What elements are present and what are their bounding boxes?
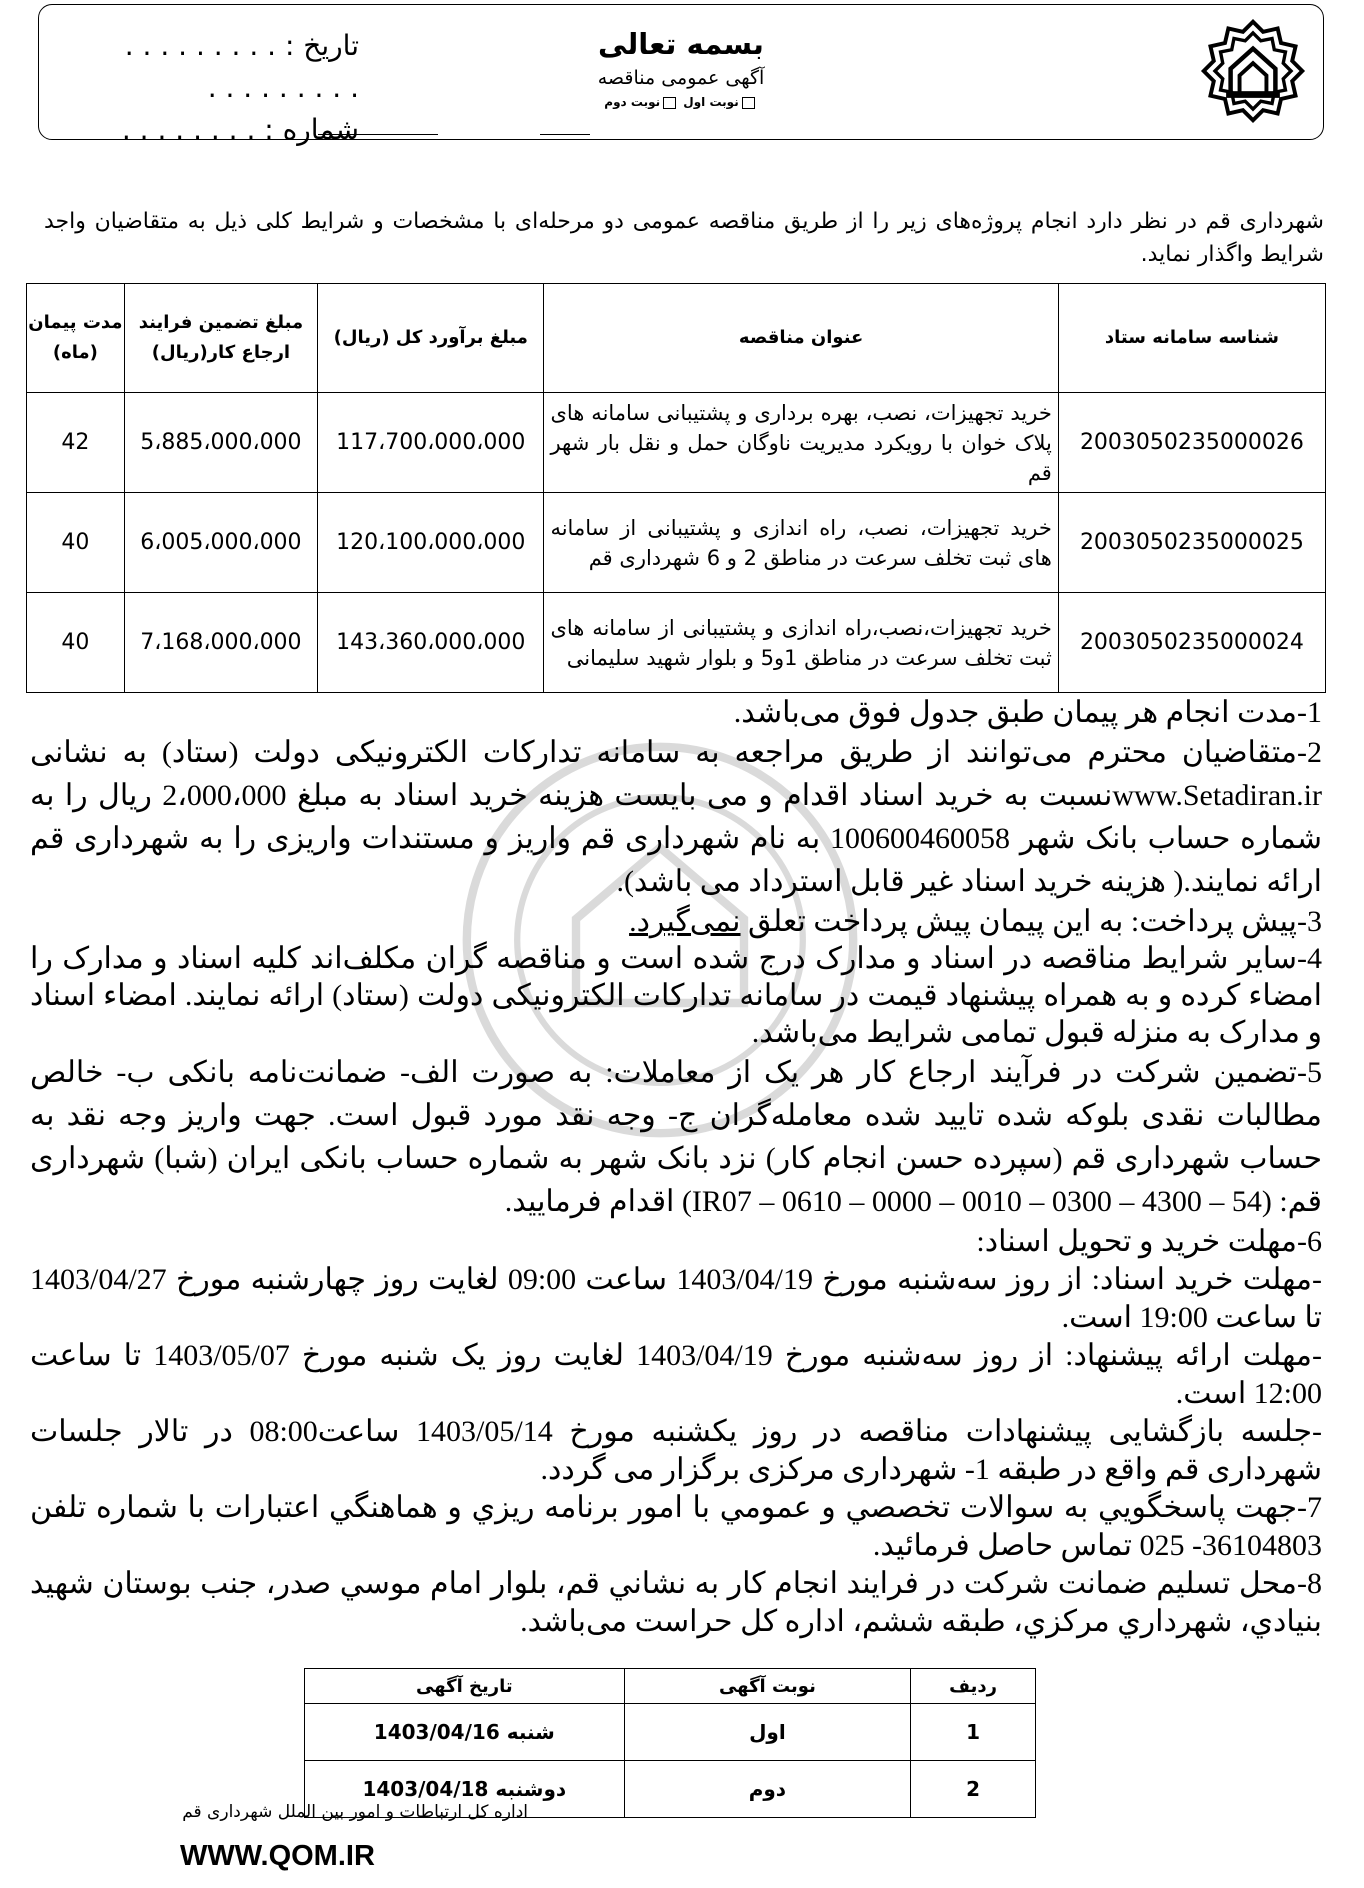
checkbox-icon [742, 97, 755, 109]
turn-first-label: نوبت اول [683, 95, 739, 109]
turn-second-label: نوبت دوم [604, 95, 661, 109]
clauses-section [30, 694, 1322, 1641]
header-title: بسمه تعالی [598, 27, 764, 61]
table-row [27, 593, 1326, 693]
cell-duration: 40 [27, 593, 125, 693]
cell-estimate: 120،100،000،000 [318, 493, 544, 593]
cell-date: شنبه 1403/04/16 [305, 1704, 625, 1761]
col-header-date: تاریخ آگهی [305, 1669, 625, 1704]
cell-title: خرید تجهیزات، نصب، راه اندازی و پشتیبانی از سامانه های ثبت تخلف سرعت در مناطق 2 و 6 شهرداری قم [544, 493, 1058, 593]
header-subtitle: آگهی عمومی مناقصه [597, 67, 765, 89]
cell-turn: اول [624, 1704, 911, 1761]
cell-estimate: 143،360،000،000 [318, 593, 544, 693]
header-box [38, 4, 1324, 146]
publication-dates-table [304, 1668, 1036, 1818]
col-header-row-number: ردیف [911, 1669, 1036, 1704]
cell-estimate: 117،700،000،000 [318, 393, 544, 493]
cell-guarantee: 7،168،000،000 [124, 593, 317, 693]
table-row [27, 493, 1326, 593]
checkbox-icon [663, 97, 676, 109]
cell-guarantee: 6،005،000،000 [124, 493, 317, 593]
clause-5: 5-تضمین شرکت در فرآیند ارجاع کار هر یک از معاملات: به صورت الف- ضمانت‌نامه بانکی ب- خالص مطالبات نقدی بلوکه شده تایید شده معامله‌گران ج- وجه نقد مورد قبول است. جهت واریز وجه نقد به حساب شهرداری قم (سپرده حسن انجام کار) نزد بانک شهر به شماره حساب بانکی ایران (شبا) شهرداری قم: (54 – 4300 – 0300 – 0010 – 0000 – 0610 – IR07) اقدام فرمایید. [30, 1056, 1322, 1218]
col-header-setad-id: شناسه سامانه ستاد [1058, 284, 1325, 393]
col-header-guarantee: مبلغ تضمین فرایند ارجاع کار(ریال) [124, 284, 317, 393]
clause-3-text: 3-پیش پرداخت: به این پیمان پیش پرداخت تعلق [740, 905, 1322, 938]
cell-duration: 42 [27, 393, 125, 493]
cell-setad-id: 2003050235000024 [1058, 593, 1325, 693]
cell-date: دوشنبه 1403/04/18 [305, 1761, 625, 1818]
cell-title: خرید تجهیزات،نصب،راه اندازی و پشتیبانی از سامانه های ثبت تخلف سرعت در مناطق 1و5 و بلوار شهید سلیمانی [544, 593, 1058, 693]
date-label: تاریخ : . . . . . . . . . [124, 29, 359, 62]
website-link[interactable]: WWW.QOM.IR [180, 1840, 375, 1872]
table-row [305, 1704, 1036, 1761]
clause-3 [30, 903, 1322, 940]
underline-a [318, 134, 438, 135]
cell-row-number: 1 [911, 1704, 1036, 1761]
cell-duration: 40 [27, 493, 125, 593]
cell-guarantee: 5،885،000،000 [124, 393, 317, 493]
clause-6-purchase-deadline: -مهلت خرید اسناد: از روز سه‌شنبه مورخ 1403/04/19 ساعت 09:00 لغایت روز چهارشنبه مورخ 1403/04/27 تا ساعت 19:00 است. [30, 1263, 1322, 1334]
clause-6-opening-session: -جلسه بازگشایی پیشنهادات مناقصه در روز یکشنبه مورخ 1403/05/14 ساعت08:00 در تالار جلسات شهرداری قم واقع در طبقه 1- شهرداری مرکزی برگزار می گردد. [30, 1415, 1322, 1486]
tender-table [26, 283, 1326, 693]
col-header-turn: نوبت آگهی [624, 1669, 911, 1704]
header-date-number [89, 25, 359, 151]
clause-2: 2-متقاضیان محترم می‌توانند از طریق مراجعه به سامانه تدارکات الکترونیکی دولت (ستاد) به نشانی www.Setadiran.irنسبت به خرید اسناد اقدام و می بایست هزینه خرید اسناد به مبلغ 2،000،000 ریال را به شماره حساب بانک شهر 100600460058 به نام شهرداری قم واریز و مستندات واریزی را به شهرداری قم ارائه نمایند.( هزینه خرید اسناد غیر قابل استرداد می باشد). [30, 736, 1322, 898]
clause-7: 7-جهت پاسخگويي به سوالات تخصصي و عمومي با امور برنامه ريزي و هماهنگي اعتبارات با شماره تلفن 36104803- 025 تماس حاصل فرمائيد. [30, 1491, 1322, 1562]
clause-4: 4-سایر شرایط مناقصه در اسناد و مدارک درج شده است و مناقصه گران مکلف‌اند کلیه اسناد و مدارک را امضاء کرده و به همراه پیشنهاد قیمت در سامانه تدارکات الکترونیکی دولت (ستاد) ارائه نمایند. امضاء اسناد و مدارک به منزله قبول تمامی شرایط می‌باشد. [30, 942, 1322, 1049]
table-header-row [27, 284, 1326, 393]
col-header-estimate: مبلغ برآورد کل (ریال) [318, 284, 544, 393]
clause-8: 8-محل تسليم ضمانت شركت در فرايند انجام كار به نشاني قم، بلوار امام موسي صدر، جنب بوستان شهيد بنيادي، شهرداري مركزي، طبقه ششم، اداره كل حراست می‌باشد. [30, 1567, 1322, 1638]
clause-1: 1-مدت انجام هر پیمان طبق جدول فوق می‌باشد. [733, 696, 1322, 729]
clause-6-title: 6-مهلت خرید و تحویل اسناد: [976, 1225, 1322, 1258]
table-row [27, 393, 1326, 493]
intro-paragraph: شهرداری قم در نظر دارد انجام پروژه‌های زیر را از طریق مناقصه عمومی دو مرحله‌ای با مشخصات و شرایط کلی ذیل به متقاضیان واجد شرایط واگذار نماید. [44, 209, 1324, 267]
dots-line: . . . . . . . . . [207, 71, 359, 104]
cell-row-number: 2 [911, 1761, 1036, 1818]
col-header-duration: مدت پیمان (ماه) [27, 284, 125, 393]
cell-title: خرید تجهیزات، نصب، بهره برداری و پشتیبانی سامانه های پلاک خوان با رویکرد مدیریت ناوگان حمل و نقل بار شهر قم [544, 393, 1058, 493]
cell-setad-id: 2003050235000026 [1058, 393, 1325, 493]
clause-3-underlined: نمی‌گیرد. [629, 905, 741, 938]
footer-department-note: اداره کل ارتباطات و امور بین الملل شهرداری قم [182, 1802, 528, 1822]
dates-header-row [305, 1669, 1036, 1704]
number-label: شماره : . . . . . . . . [121, 113, 359, 146]
col-header-title: عنوان مناقصه [544, 284, 1058, 393]
underline-b [540, 134, 590, 135]
cell-turn: دوم [624, 1761, 911, 1818]
cell-setad-id: 2003050235000025 [1058, 493, 1325, 593]
clause-6-offer-deadline: -مهلت ارائه پیشنهاد: از روز سه‌شنبه مورخ 1403/04/19 لغایت روز یک شنبه مورخ 1403/05/07 تا ساعت 12:00 است. [30, 1339, 1322, 1410]
